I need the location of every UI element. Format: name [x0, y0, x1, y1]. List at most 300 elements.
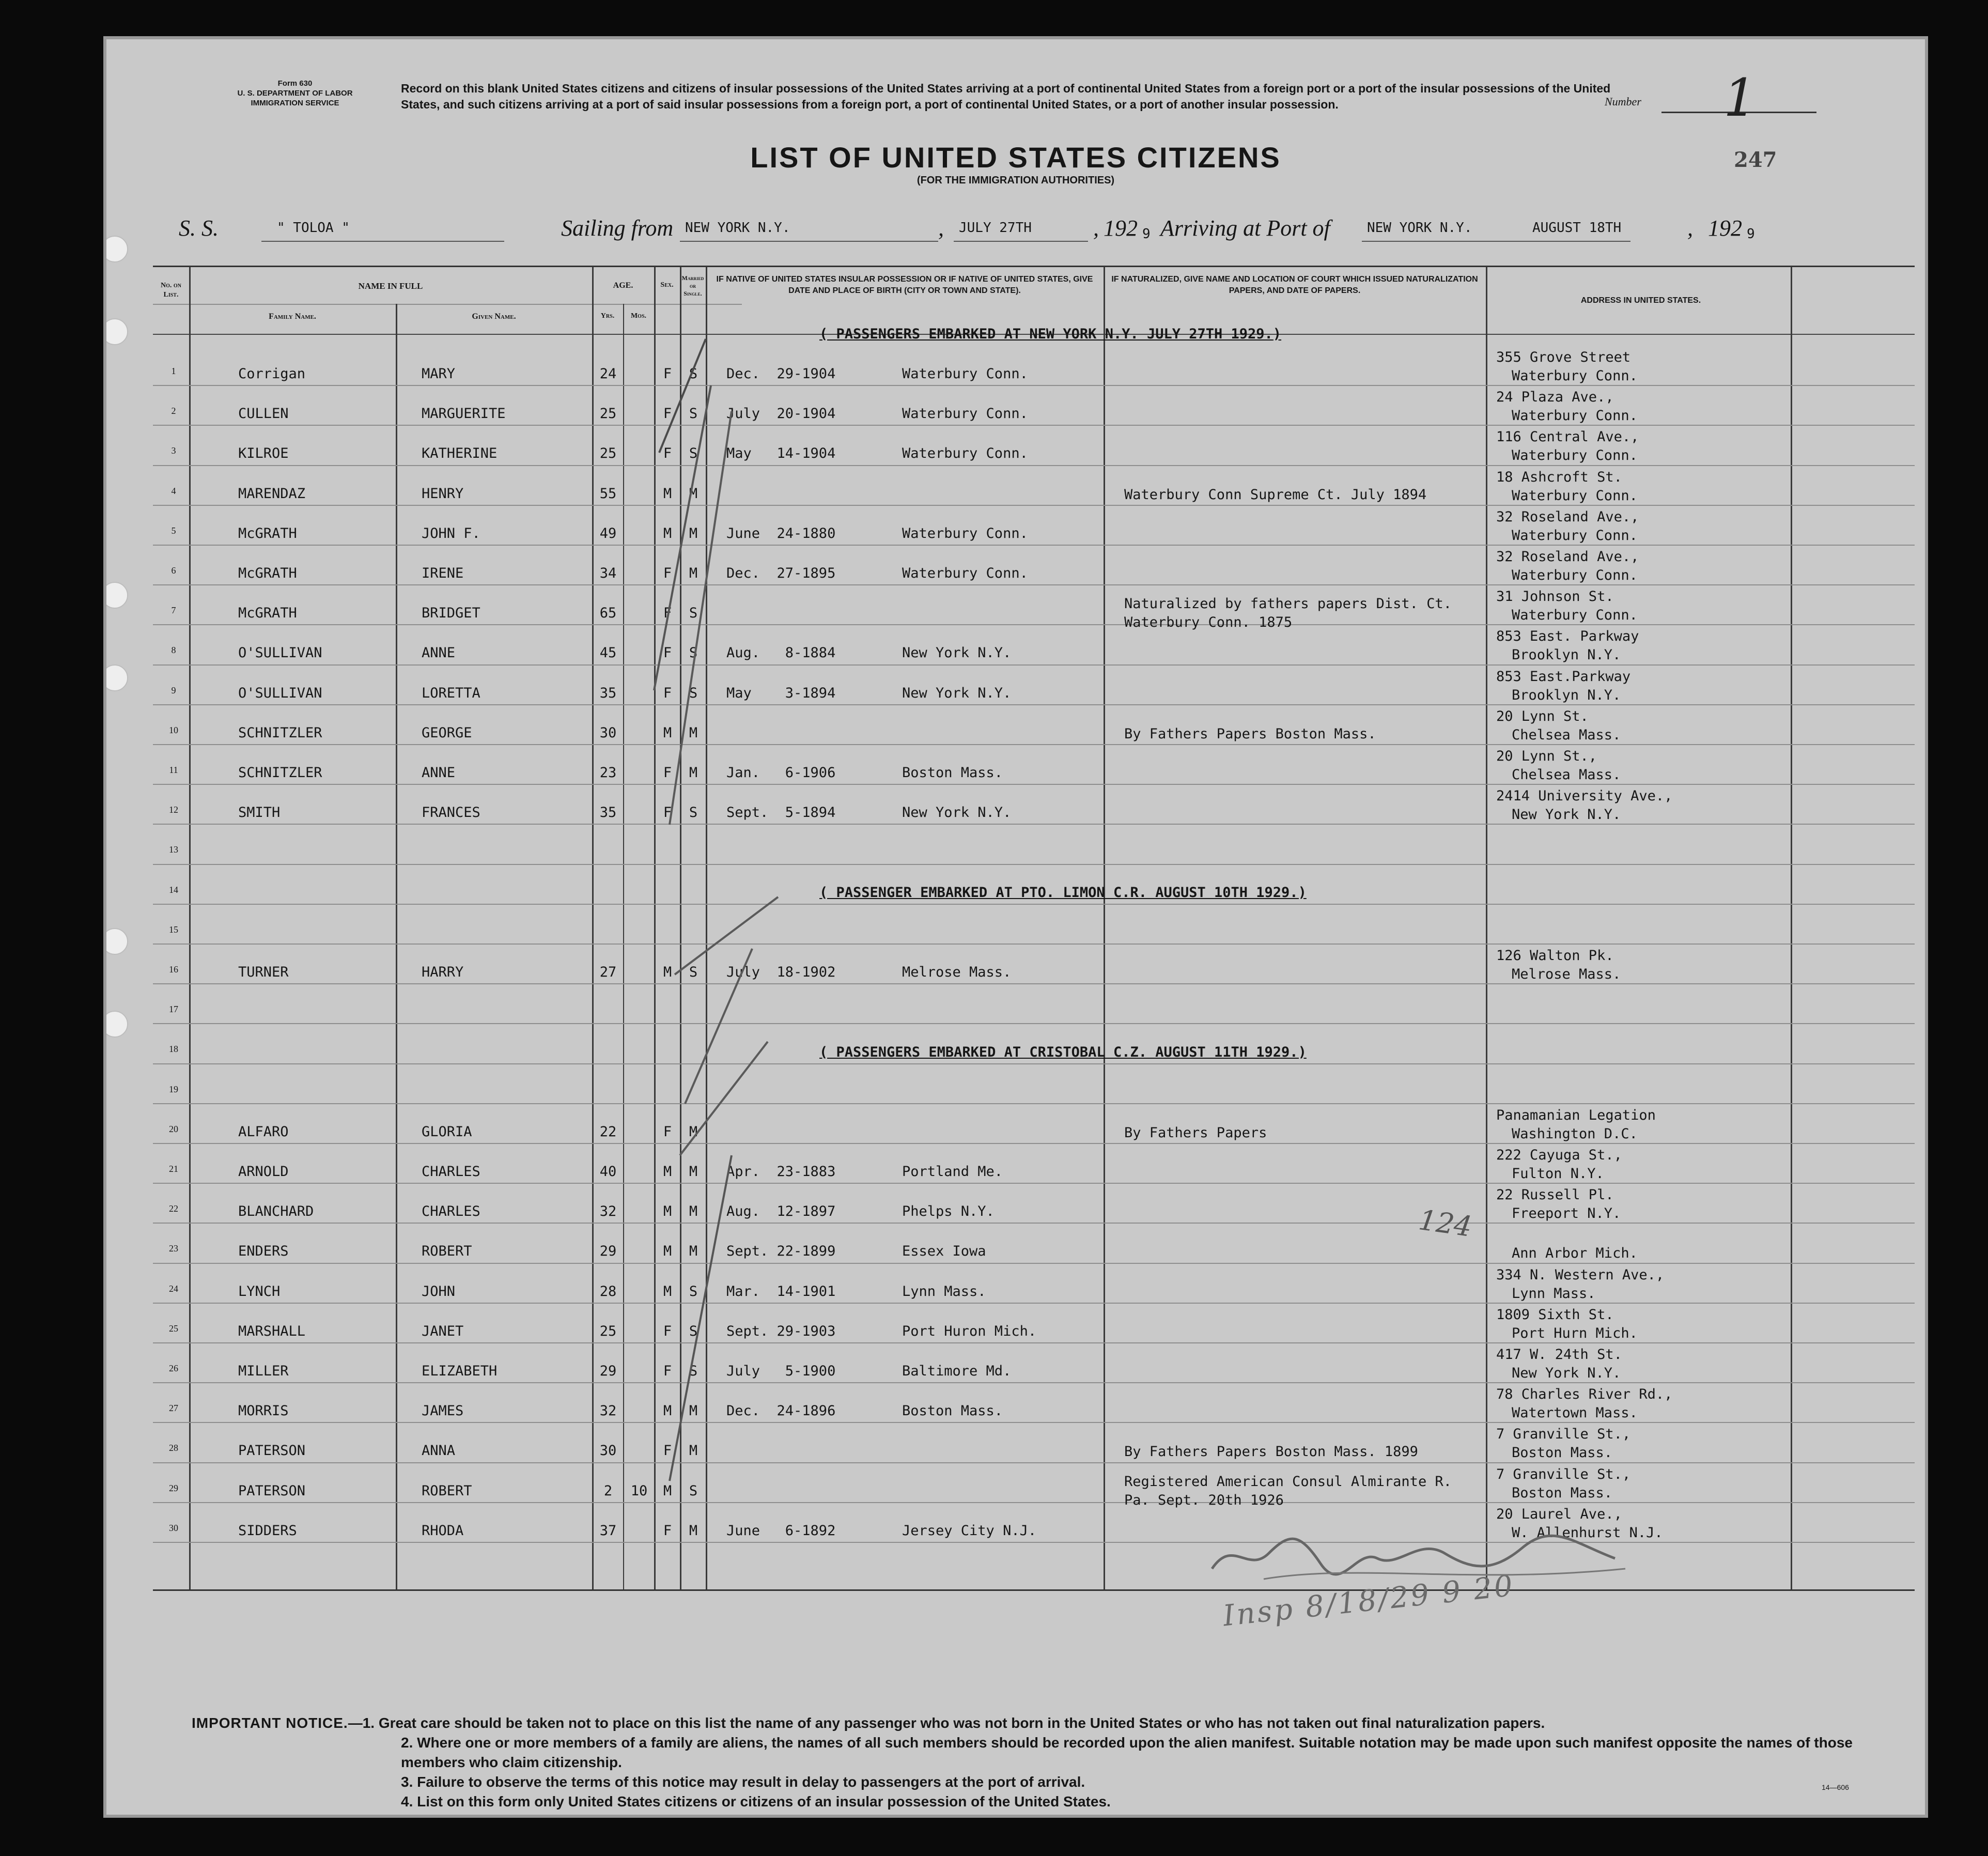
- age-years: 23: [599, 765, 617, 781]
- birth-date: June 24-1880: [726, 525, 836, 542]
- sex: F: [663, 1363, 672, 1379]
- banner-paren: (: [819, 1044, 836, 1060]
- punch-hole: [103, 928, 128, 955]
- sex: M: [663, 1164, 672, 1180]
- comma: ,: [1093, 215, 1099, 241]
- birth-place: Boston Mass.: [902, 1403, 1003, 1419]
- col-header-given: Given Name.: [472, 312, 516, 321]
- address-line-2: Watertown Mass.: [1512, 1405, 1638, 1421]
- year-prefix-2: 192: [1708, 215, 1742, 241]
- family-name: MARENDAZ: [238, 485, 306, 502]
- family-name: O'SULLIVAN: [238, 645, 322, 661]
- address-line-1: 355 Grove Street: [1496, 349, 1631, 365]
- row-number: 27: [169, 1403, 178, 1414]
- row-number: 5: [171, 525, 176, 536]
- comma: ,: [938, 215, 944, 241]
- col-header-address: ADDRESS IN UNITED STATES.: [1580, 296, 1701, 305]
- marital-status: S: [689, 964, 698, 980]
- given-name: JOHN: [422, 1283, 456, 1300]
- age-years: 27: [599, 964, 617, 980]
- given-name: HENRY: [422, 485, 464, 502]
- row-number: 18: [169, 1044, 178, 1055]
- row-rule: [153, 385, 1915, 386]
- row-rule: [153, 1183, 1915, 1184]
- row-number: 4: [171, 485, 176, 496]
- birth-place: New York N.Y.: [902, 805, 1012, 821]
- row-number: 30: [169, 1522, 178, 1533]
- marital-status: M: [689, 1403, 698, 1419]
- punch-hole: [103, 664, 128, 691]
- sex: F: [663, 366, 672, 382]
- table-bottom-rule: [153, 1589, 1915, 1591]
- header-subrule: [153, 304, 742, 305]
- marital-status: S: [689, 406, 698, 422]
- record-instructions: Record on this blank United States citizens and citizens of insular possessions of the United States arriving at a port of continental United States from a foreign port or a port of the insular possessions of the United States, and such citizens arriving at a port of said insular possessions from a foreign port, a port of continental United States, or a port of another insular possession.: [401, 82, 1611, 111]
- marital-status: S: [689, 445, 698, 462]
- service-name: IMMIGRATION SERVICE: [251, 99, 339, 107]
- family-name: CULLEN: [238, 406, 289, 422]
- address-line-1: 31 Johnson St.: [1496, 589, 1614, 605]
- given-name: RHODA: [422, 1522, 464, 1539]
- family-name: McGRATH: [238, 525, 297, 542]
- family-name: ENDERS: [238, 1243, 289, 1260]
- family-name: SIDDERS: [238, 1522, 297, 1539]
- row-rule: [153, 1422, 1915, 1423]
- marital-status: S: [689, 605, 698, 622]
- col-header-family: Family Name.: [269, 312, 316, 321]
- row-rule: [153, 505, 1915, 506]
- manifest-sheet: [103, 36, 1928, 1818]
- birth-date: July 20-1904: [726, 406, 836, 422]
- age-years: 28: [599, 1283, 617, 1300]
- family-name: McGRATH: [238, 565, 297, 581]
- address-line-2: Waterbury Conn.: [1512, 408, 1638, 424]
- age-years: 22: [599, 1123, 617, 1140]
- address-line-2: Melrose Mass.: [1512, 966, 1621, 982]
- address-line-1: 222 Cayuga St.,: [1496, 1147, 1622, 1163]
- address-line-2: Waterbury Conn.: [1512, 567, 1638, 583]
- row-rule: [153, 624, 1915, 625]
- year-prefix: 192: [1104, 215, 1138, 241]
- given-name: HARRY: [422, 964, 464, 980]
- birth-place: Waterbury Conn.: [902, 366, 1028, 382]
- given-name: BRIDGET: [422, 605, 480, 622]
- birth-date: May 3-1894: [726, 685, 836, 701]
- marital-status: M: [689, 724, 698, 741]
- arriving-underline: [1362, 241, 1630, 242]
- row-rule: [153, 1023, 1915, 1024]
- age-years: 40: [599, 1164, 617, 1180]
- address-line-2: Waterbury Conn.: [1512, 527, 1638, 544]
- sex: F: [663, 605, 672, 622]
- given-name: ROBERT: [422, 1243, 472, 1260]
- form-number: Form 630: [277, 79, 313, 88]
- family-name: PATERSON: [238, 1482, 306, 1499]
- marital-status: M: [689, 1203, 698, 1220]
- sex: M: [663, 724, 672, 741]
- given-name: IRENE: [422, 565, 464, 581]
- col-header-age: AGE.: [613, 281, 633, 290]
- row-rule: [153, 864, 1915, 865]
- department-name: U. S. DEPARTMENT OF LABOR: [237, 89, 353, 98]
- naturalization-info: By Fathers Papers Boston Mass.: [1124, 725, 1376, 742]
- family-name: ARNOLD: [238, 1164, 289, 1180]
- row-rule: [153, 704, 1915, 705]
- address-line-1: 334 N. Western Ave.,: [1496, 1266, 1665, 1283]
- punch-hole: [103, 318, 128, 345]
- sex: F: [663, 565, 672, 581]
- birth-date: Aug. 12-1897: [726, 1203, 836, 1220]
- inspector-date-note: Insp 8/18/29 9 20: [1221, 1569, 1516, 1633]
- marital-status: M: [689, 1243, 698, 1260]
- inspector-signature: [1202, 1527, 1641, 1589]
- family-name: ALFARO: [238, 1123, 289, 1140]
- marital-status: S: [689, 1363, 698, 1379]
- row-number: 24: [169, 1283, 178, 1294]
- birth-place: Boston Mass.: [902, 765, 1003, 781]
- address-line-2: Washington D.C.: [1512, 1125, 1638, 1142]
- given-name: ANNA: [422, 1443, 456, 1459]
- given-name: KATHERINE: [422, 445, 498, 462]
- row-rule: [153, 784, 1915, 785]
- birth-date: June 6-1892: [726, 1522, 836, 1539]
- birth-date: Apr. 23-1883: [726, 1164, 836, 1180]
- row-number: 26: [169, 1363, 178, 1373]
- arriving-date: AUGUST 18TH: [1532, 220, 1622, 236]
- birth-date: Aug. 8-1884: [726, 645, 836, 661]
- sex: M: [663, 485, 672, 502]
- col-rule: [623, 304, 624, 1589]
- row-number: 1: [171, 366, 176, 376]
- number-label: Number: [1605, 95, 1641, 108]
- marital-status: M: [689, 1443, 698, 1459]
- row-number: 19: [169, 1084, 178, 1094]
- page-subtitle: (FOR THE IMMIGRATION AUTHORITIES): [917, 175, 1115, 186]
- ship-underline: [261, 241, 504, 242]
- address-line-2: Chelsea Mass.: [1512, 726, 1621, 743]
- birth-date: Sept. 5-1894: [726, 805, 836, 821]
- naturalization-info: Naturalized by fathers papers Dist. Ct. Waterbury Conn. 1875: [1124, 596, 1452, 631]
- sex: M: [663, 1403, 672, 1419]
- address-line-1: 22 Russell Pl.: [1496, 1187, 1614, 1203]
- birth-date: Sept. 22-1899: [726, 1243, 836, 1260]
- row-number: 23: [169, 1243, 178, 1254]
- notice-item-2: 2. Where one or more members of a family are aliens, the names of all such members should be recorded upon the alien manifest. Suitable notation may be made upon such manifest opposite the names of those members who claim citizenship.: [401, 1735, 1853, 1770]
- given-name: JOHN F.: [422, 525, 480, 542]
- age-years: 25: [599, 1323, 617, 1339]
- address-line-2: Chelsea Mass.: [1512, 767, 1621, 783]
- arriving-year: 9: [1747, 226, 1755, 242]
- banner-text: PASSENGERS EMBARKED AT NEW YORK N.Y. JULY 27TH 1929.: [836, 326, 1273, 342]
- age-years: 37: [599, 1522, 617, 1539]
- banner-paren: (: [819, 326, 836, 342]
- age-years: 32: [599, 1403, 617, 1419]
- address-line-1: 853 East.Parkway: [1496, 668, 1631, 685]
- page-title: LIST OF UNITED STATES CITIZENS: [750, 141, 1281, 174]
- row-number: 25: [169, 1323, 178, 1334]
- page-number: 247: [1734, 148, 1777, 172]
- section-banner: [819, 326, 1281, 342]
- family-name: TURNER: [238, 964, 289, 980]
- address-line-1: 7 Granville St.,: [1496, 1466, 1631, 1482]
- ship-name: " TOLOA ": [277, 220, 350, 236]
- banner-text: PASSENGERS EMBARKED AT CRISTOBAL C.Z. AUGUST 11TH 1929.: [836, 1044, 1298, 1060]
- sailing-year: 9: [1142, 226, 1151, 242]
- row-number: 17: [169, 1004, 178, 1015]
- address-line-1: 126 Walton Pk.: [1496, 948, 1614, 964]
- birth-date: July 18-1902: [726, 964, 836, 980]
- list-number: 1: [1723, 68, 1757, 128]
- address-line-1: 7 Granville St.,: [1496, 1426, 1631, 1443]
- row-number: 9: [171, 685, 176, 695]
- birth-date: Dec. 24-1896: [726, 1403, 836, 1419]
- address-line-2: Freeport N.Y.: [1512, 1205, 1621, 1222]
- family-name: BLANCHARD: [238, 1203, 314, 1220]
- row-number: 8: [171, 645, 176, 656]
- birth-date: Dec. 29-1904: [726, 366, 836, 382]
- banner-paren: ): [1298, 884, 1307, 901]
- marital-status: S: [689, 1323, 698, 1339]
- age-years: 55: [599, 485, 617, 502]
- notice-dash: —: [348, 1715, 363, 1731]
- given-name: MARY: [422, 366, 456, 382]
- family-name: PATERSON: [238, 1443, 306, 1459]
- banner-paren: (: [819, 884, 836, 901]
- row-number: 10: [169, 724, 178, 735]
- family-name: MARSHALL: [238, 1323, 306, 1339]
- address-line-2: Waterbury Conn.: [1512, 447, 1638, 464]
- section-banner: [819, 1044, 1307, 1060]
- arriving-port: NEW YORK N.Y.: [1367, 220, 1472, 236]
- birth-date: May 14-1904: [726, 445, 836, 462]
- row-number: 20: [169, 1123, 178, 1134]
- address-line-2: Brooklyn N.Y.: [1512, 647, 1621, 663]
- address-line-1: 32 Roseland Ave.,: [1496, 508, 1639, 525]
- row-rule: [153, 944, 1915, 945]
- birth-date: Dec. 27-1895: [726, 565, 836, 581]
- given-name: ANNE: [422, 765, 456, 781]
- family-name: SCHNITZLER: [238, 724, 322, 741]
- col-header-naturalized: IF NATURALIZED, GIVE NAME AND LOCATION OF COURT WHICH ISSUED NATURALIZATION PAPERS, AND DATE OF PAPERS.: [1111, 275, 1478, 295]
- row-number: 13: [169, 844, 178, 855]
- col-header-birth: IF NATIVE OF UNITED STATES INSULAR POSSESSION OR IF NATIVE OF UNITED STATES, GIVE DATE AND PLACE OF BIRTH (CITY OR TOWN AND STATE).: [716, 275, 1093, 295]
- age-years: 29: [599, 1363, 617, 1379]
- given-name: CHARLES: [422, 1164, 480, 1180]
- naturalization-info: Waterbury Conn Supreme Ct. July 1894: [1124, 486, 1427, 503]
- row-rule: [153, 1063, 1915, 1064]
- row-rule: [153, 1103, 1915, 1104]
- row-number: 12: [169, 805, 178, 815]
- naturalization-info: By Fathers Papers Boston Mass. 1899: [1124, 1444, 1418, 1460]
- address-line-2: Waterbury Conn.: [1512, 487, 1638, 504]
- notice-item-3: 3. Failure to observe the terms of this notice may result in delay to passengers at the port of arrival.: [401, 1774, 1085, 1790]
- ss-label: S. S.: [179, 215, 219, 241]
- row-rule: [153, 425, 1915, 426]
- address-line-2: Waterbury Conn.: [1512, 607, 1638, 624]
- marital-status: S: [689, 1283, 698, 1300]
- sex: M: [663, 1482, 672, 1499]
- row-rule: [153, 904, 1915, 905]
- row-rule: [153, 1542, 1915, 1543]
- punch-hole: [103, 1011, 128, 1038]
- family-name: MILLER: [238, 1363, 289, 1379]
- marital-status: S: [689, 645, 698, 661]
- row-rule: [153, 1342, 1915, 1343]
- row-rule: [153, 1303, 1915, 1304]
- given-name: GEORGE: [422, 724, 472, 741]
- col-header-yrs: Yrs.: [600, 312, 615, 320]
- sex: F: [663, 1323, 672, 1339]
- birth-date: Sept. 29-1903: [726, 1323, 836, 1339]
- row-number: 21: [169, 1164, 178, 1174]
- row-rule: [153, 1143, 1915, 1144]
- address-line-2: Fulton N.Y.: [1512, 1166, 1604, 1182]
- marital-status: M: [689, 1123, 698, 1140]
- row-number: 11: [169, 765, 178, 775]
- row-rule: [153, 744, 1915, 745]
- marital-status: M: [689, 525, 698, 542]
- punch-hole: [103, 582, 128, 609]
- row-rule: [153, 1382, 1915, 1383]
- address-line-1: 20 Laurel Ave.,: [1496, 1506, 1622, 1522]
- address-line-1: 1809 Sixth St.: [1496, 1306, 1614, 1323]
- sex: M: [663, 1243, 672, 1260]
- family-name: O'SULLIVAN: [238, 685, 322, 701]
- given-name: ANNE: [422, 645, 456, 661]
- sex: F: [663, 406, 672, 422]
- birth-place: New York N.Y.: [902, 645, 1012, 661]
- family-name: SCHNITZLER: [238, 765, 322, 781]
- row-number: 15: [169, 924, 178, 935]
- address-line-1: 32 Roseland Ave.,: [1496, 549, 1639, 565]
- address-line-2: New York N.Y.: [1512, 807, 1621, 823]
- marital-status: M: [689, 485, 698, 502]
- col-rule: [396, 304, 397, 1589]
- address-line-2: W. Allenhurst N.J.: [1512, 1524, 1663, 1541]
- birth-date: Jan. 6-1906: [726, 765, 836, 781]
- address-line-2: Boston Mass.: [1512, 1445, 1613, 1461]
- family-name: KILROE: [238, 445, 289, 462]
- address-line-2: New York N.Y.: [1512, 1365, 1621, 1381]
- birth-place: Portland Me.: [902, 1164, 1003, 1180]
- age-years: 49: [599, 525, 617, 542]
- address-line-2: Lynn Mass.: [1512, 1285, 1596, 1302]
- col-header-no: No. on List.: [161, 282, 181, 299]
- marital-status: S: [689, 1482, 698, 1499]
- marital-status: S: [689, 805, 698, 821]
- address-line-2: Brooklyn N.Y.: [1512, 687, 1621, 703]
- address-line-1: 78 Charles River Rd.,: [1496, 1386, 1673, 1403]
- age-years: 24: [599, 366, 617, 382]
- address-line-1: 20 Lynn St.,: [1496, 748, 1597, 764]
- row-rule: [153, 465, 1915, 466]
- age-months: 10: [630, 1482, 648, 1499]
- sex: F: [663, 685, 672, 701]
- sailing-port: NEW YORK N.Y.: [685, 220, 790, 236]
- birth-place: Baltimore Md.: [902, 1363, 1012, 1379]
- sex: M: [663, 525, 672, 542]
- sailing-underline: [680, 241, 938, 242]
- given-name: FRANCES: [422, 805, 480, 821]
- notice-item-4: 4. List on this form only United States citizens or citizens of an insular possession of the United States.: [401, 1793, 1111, 1809]
- family-name: SMITH: [238, 805, 281, 821]
- marital-status: M: [689, 1164, 698, 1180]
- address-line-1: 853 East. Parkway: [1496, 628, 1639, 645]
- given-name: JAMES: [422, 1403, 464, 1419]
- given-name: GLORIA: [422, 1123, 472, 1140]
- address-line-1: 2414 University Ave.,: [1496, 788, 1673, 805]
- row-rule: [153, 545, 1915, 546]
- banner-paren: ): [1272, 326, 1282, 342]
- row-number: 16: [169, 964, 178, 975]
- given-name: CHARLES: [422, 1203, 480, 1220]
- check-marks: [649, 329, 804, 1595]
- given-name: MARGUERITE: [422, 406, 506, 422]
- family-name: Corrigan: [238, 366, 306, 382]
- row-rule: [153, 1223, 1915, 1224]
- banner-text: PASSENGER EMBARKED AT PTO. LIMON C.R. AUGUST 10TH 1929.: [836, 884, 1298, 901]
- address-line-1: 20 Lynn St.: [1496, 708, 1589, 724]
- footer-code: 14—606: [1822, 1783, 1849, 1791]
- stamp-number: 124: [1417, 1203, 1474, 1243]
- age-years: 45: [599, 645, 617, 661]
- age-years: 30: [599, 1443, 617, 1459]
- given-name: ELIZABETH: [422, 1363, 498, 1379]
- row-number: 29: [169, 1482, 178, 1493]
- address-line-1: Panamanian Legation: [1496, 1107, 1656, 1123]
- birth-place: Port Huron Mich.: [902, 1323, 1037, 1339]
- row-rule: [153, 1263, 1915, 1264]
- naturalization-info: By Fathers Papers: [1124, 1124, 1267, 1141]
- row-rule: [153, 824, 1915, 825]
- address-line-2: Ann Arbor Mich.: [1512, 1245, 1638, 1262]
- row-number: 7: [171, 605, 176, 616]
- sex: F: [663, 445, 672, 462]
- age-years: 35: [599, 805, 617, 821]
- banner-paren: ): [1298, 1044, 1307, 1060]
- row-rule: [153, 664, 1915, 666]
- birth-place: Melrose Mass.: [902, 964, 1012, 980]
- row-number: 14: [169, 884, 178, 895]
- sex: F: [663, 1522, 672, 1539]
- age-years: 2: [603, 1482, 613, 1499]
- row-rule: [153, 1462, 1915, 1463]
- family-name: LYNCH: [238, 1283, 281, 1300]
- age-years: 35: [599, 685, 617, 701]
- form-identifier: [174, 79, 416, 108]
- birth-place: Jersey City N.J.: [902, 1522, 1037, 1539]
- punch-hole: [103, 236, 128, 262]
- col-header-mos: Mos.: [630, 312, 647, 320]
- address-line-1: 417 W. 24th St.: [1496, 1347, 1622, 1363]
- col-header-married: Married or Single.: [681, 274, 704, 297]
- sailing-label: Sailing from: [561, 215, 674, 241]
- row-rule: [153, 983, 1915, 984]
- sex: F: [663, 765, 672, 781]
- marital-status: M: [689, 765, 698, 781]
- address-line-1: 116 Central Ave.,: [1496, 429, 1639, 445]
- marital-status: M: [689, 565, 698, 581]
- sex: F: [663, 805, 672, 821]
- sex: F: [663, 1123, 672, 1140]
- birth-place: Waterbury Conn.: [902, 445, 1028, 462]
- row-number: 22: [169, 1203, 178, 1214]
- birth-place: Waterbury Conn.: [902, 525, 1028, 542]
- sex: F: [663, 645, 672, 661]
- row-number: 28: [169, 1443, 178, 1453]
- table-top-rule: [153, 266, 1915, 267]
- birth-date: July 5-1900: [726, 1363, 836, 1379]
